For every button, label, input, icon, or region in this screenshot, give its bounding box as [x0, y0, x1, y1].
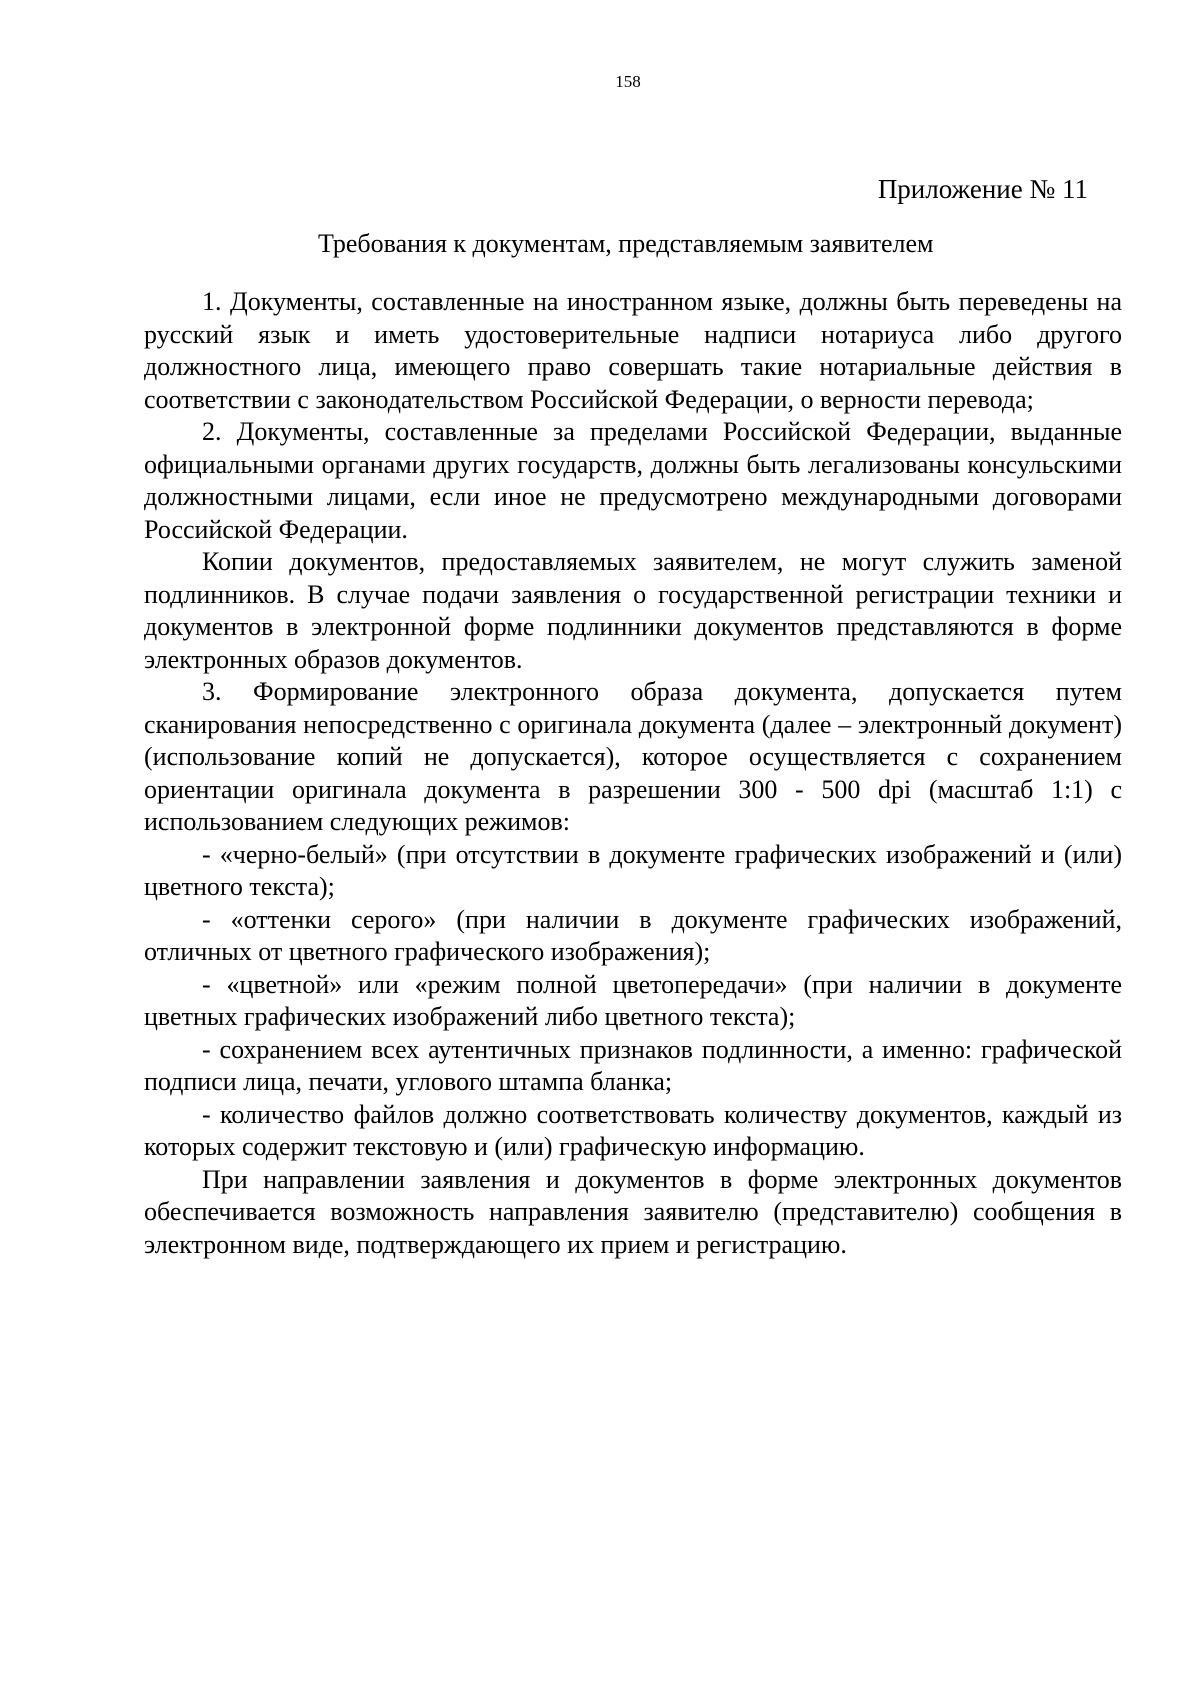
appendix-label: Приложение № 11: [877, 174, 1088, 204]
paragraph-copies: Копии документов, предоставляемых заявителем, не могут служить заменой подлинников. В случае подачи заявления о государственной регистрации техники и документов в электронной форме подлинники документов представляются в форме электронных образов документов.: [144, 547, 1122, 674]
paragraph-1: 1. Документы, составленные на иностранном языке, должны быть переведены на русский язык и иметь удостоверительные надписи нотариуса либо другого должностного лица, имеющего право совершать такие нотариальные действия в соответствии с законодательством Российской Федерации, о верности перевода;: [144, 287, 1122, 414]
authenticity-requirement: - сохранением всех аутентичных признаков подлинности, а именно: графической подписи лица, печати, углового штампа бланка;: [144, 1034, 1122, 1096]
mode-color: - «цветной» или «режим полной цветопередачи» (при наличии в документе цветных графических изображений либо цветного текста);: [144, 969, 1122, 1031]
file-count-requirement: - количество файлов должно соответствовать количеству документов, каждый из которых содержит текстовую и (или) графическую информацию.: [144, 1099, 1122, 1161]
mode-grayscale: - «оттенки серого» (при наличии в документе графических изображений, отличных от цветного графического изображения);: [144, 904, 1122, 966]
paragraph-3: 3. Формирование электронного образа документа, допускается путем сканирования непосредственно с оригинала документа (далее – электронный документ) (использование копий не допускается), которое осуществляется с сохранением ориентации оригинала документа в разрешении 300 - 500 dpi (масштаб 1:1) с использованием следующих режимов:: [144, 677, 1122, 836]
mode-black-white: - «черно-белый» (при отсутствии в документе графических изображений и (или) цветного текста);: [144, 839, 1122, 901]
paragraph-2: 2. Документы, составленные за пределами Российской Федерации, выданные официальными органами других государств, должны быть легализованы консульскими должностными лицами, если иное не предусмотрено международными договорами Российской Федерации.: [144, 417, 1122, 544]
document-title: Требования к документам, представляемым заявителем: [318, 229, 934, 258]
page-number: 158: [615, 72, 641, 91]
paragraph-electronic-submission: При направлении заявления и документов в форме электронных документов обеспечивается возможность направления заявителю (представителю) сообщения в электронном виде, подтверждающего их прием и регистрацию.: [144, 1164, 1122, 1259]
document-body: [144, 286, 1122, 1261]
